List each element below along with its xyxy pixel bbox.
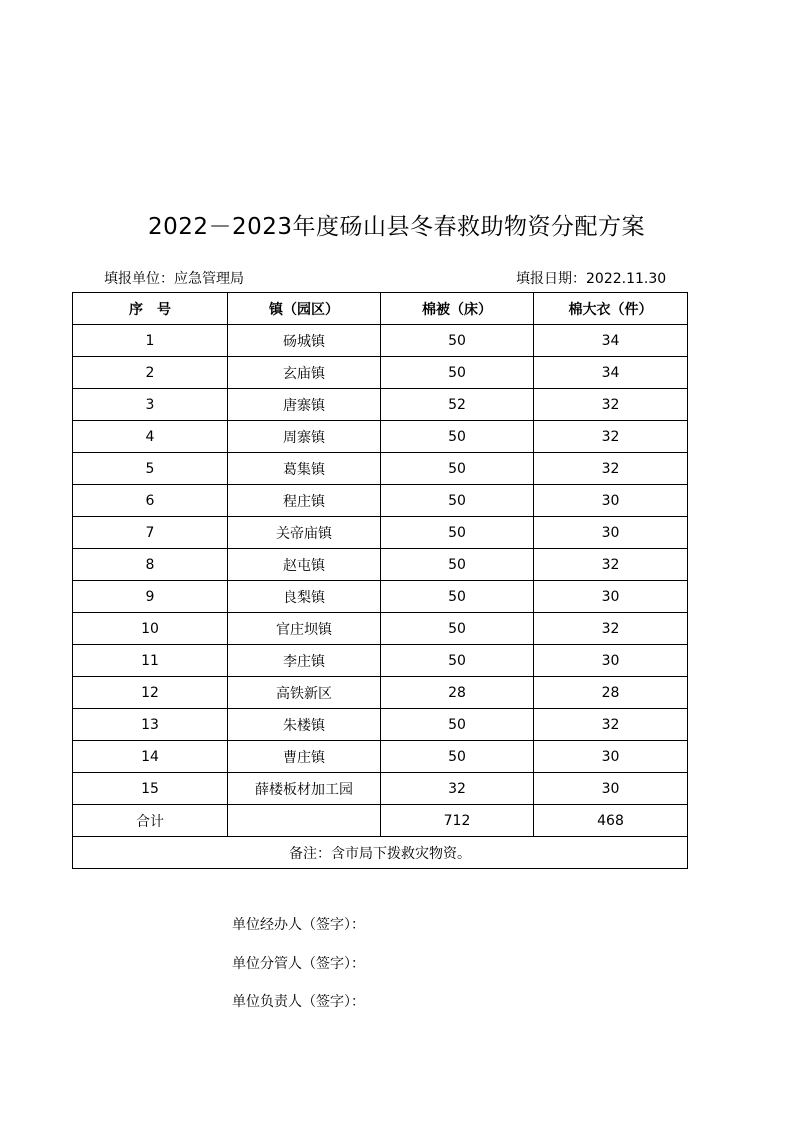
header-quilts: 棉被（床） [381, 293, 534, 325]
row-quilts: 50 [381, 453, 534, 485]
note-row [73, 837, 688, 869]
row-town: 关帝庙镇 [228, 517, 381, 549]
table-row [73, 453, 688, 485]
table-header-row [73, 293, 688, 325]
row-town: 薛楼板材加工园 [228, 773, 381, 805]
row-index: 14 [73, 741, 228, 773]
row-quilts: 50 [381, 549, 534, 581]
row-town: 李庄镇 [228, 645, 381, 677]
row-quilts: 50 [381, 517, 534, 549]
row-quilts: 50 [381, 581, 534, 613]
table-row [73, 421, 688, 453]
note-text: 备注：含市局下拨救灾物资。 [73, 837, 688, 869]
table-row [73, 517, 688, 549]
row-quilts: 50 [381, 421, 534, 453]
table-row [73, 677, 688, 709]
table-body [73, 325, 688, 805]
row-town: 葛集镇 [228, 453, 381, 485]
row-index: 3 [73, 389, 228, 421]
row-index: 10 [73, 613, 228, 645]
table-row [73, 645, 688, 677]
row-index: 12 [73, 677, 228, 709]
row-quilts: 50 [381, 485, 534, 517]
row-town: 唐寨镇 [228, 389, 381, 421]
row-index: 6 [73, 485, 228, 517]
document-title: 2022－2023年度砀山县冬春救助物资分配方案 [147, 214, 646, 240]
row-quilts: 52 [381, 389, 534, 421]
row-coats: 30 [534, 517, 688, 549]
table-row [73, 709, 688, 741]
row-town: 朱楼镇 [228, 709, 381, 741]
row-index: 7 [73, 517, 228, 549]
row-coats: 32 [534, 453, 688, 485]
row-coats: 32 [534, 613, 688, 645]
table-row [73, 325, 688, 357]
row-coats: 30 [534, 773, 688, 805]
table-row [73, 549, 688, 581]
row-town: 玄庙镇 [228, 357, 381, 389]
row-town: 赵屯镇 [228, 549, 381, 581]
table-row [73, 485, 688, 517]
header-town: 镇（园区） [228, 293, 381, 325]
table-row [73, 741, 688, 773]
row-town: 程庄镇 [228, 485, 381, 517]
row-quilts: 50 [381, 741, 534, 773]
total-label: 合计 [73, 805, 228, 837]
row-index: 4 [73, 421, 228, 453]
row-coats: 34 [534, 325, 688, 357]
header-coats: 棉大衣（件） [534, 293, 688, 325]
fill-date: 填报日期：2022.11.30 [516, 271, 667, 287]
row-coats: 30 [534, 741, 688, 773]
allocation-table [72, 292, 688, 869]
table-row [73, 389, 688, 421]
row-town: 曹庄镇 [228, 741, 381, 773]
row-coats: 32 [534, 421, 688, 453]
table-row [73, 613, 688, 645]
row-quilts: 50 [381, 709, 534, 741]
header-index: 序 号 [73, 293, 228, 325]
row-coats: 32 [534, 549, 688, 581]
total-coats: 468 [534, 805, 688, 837]
row-coats: 32 [534, 389, 688, 421]
row-index: 13 [73, 709, 228, 741]
row-index: 9 [73, 581, 228, 613]
total-row [73, 805, 688, 837]
row-coats: 32 [534, 709, 688, 741]
table-row [73, 581, 688, 613]
row-coats: 28 [534, 677, 688, 709]
row-index: 5 [73, 453, 228, 485]
row-quilts: 50 [381, 613, 534, 645]
signature-head: 单位负责人（签字）： [232, 994, 365, 1010]
row-index: 1 [73, 325, 228, 357]
signature-handler: 单位经办人（签字）： [232, 917, 365, 933]
total-quilts: 712 [381, 805, 534, 837]
row-index: 2 [73, 357, 228, 389]
row-town: 官庄坝镇 [228, 613, 381, 645]
row-coats: 34 [534, 357, 688, 389]
total-town [228, 805, 381, 837]
row-coats: 30 [534, 645, 688, 677]
table-row [73, 357, 688, 389]
row-coats: 30 [534, 485, 688, 517]
fill-unit: 填报单位：应急管理局 [104, 271, 244, 287]
row-index: 15 [73, 773, 228, 805]
signature-supervisor: 单位分管人（签字）： [232, 956, 365, 972]
table-row [73, 773, 688, 805]
row-quilts: 28 [381, 677, 534, 709]
row-town: 砀城镇 [228, 325, 381, 357]
row-index: 8 [73, 549, 228, 581]
row-town: 高铁新区 [228, 677, 381, 709]
row-quilts: 50 [381, 645, 534, 677]
row-quilts: 50 [381, 357, 534, 389]
row-index: 11 [73, 645, 228, 677]
row-quilts: 50 [381, 325, 534, 357]
row-town: 良梨镇 [228, 581, 381, 613]
row-town: 周寨镇 [228, 421, 381, 453]
row-quilts: 32 [381, 773, 534, 805]
row-coats: 30 [534, 581, 688, 613]
